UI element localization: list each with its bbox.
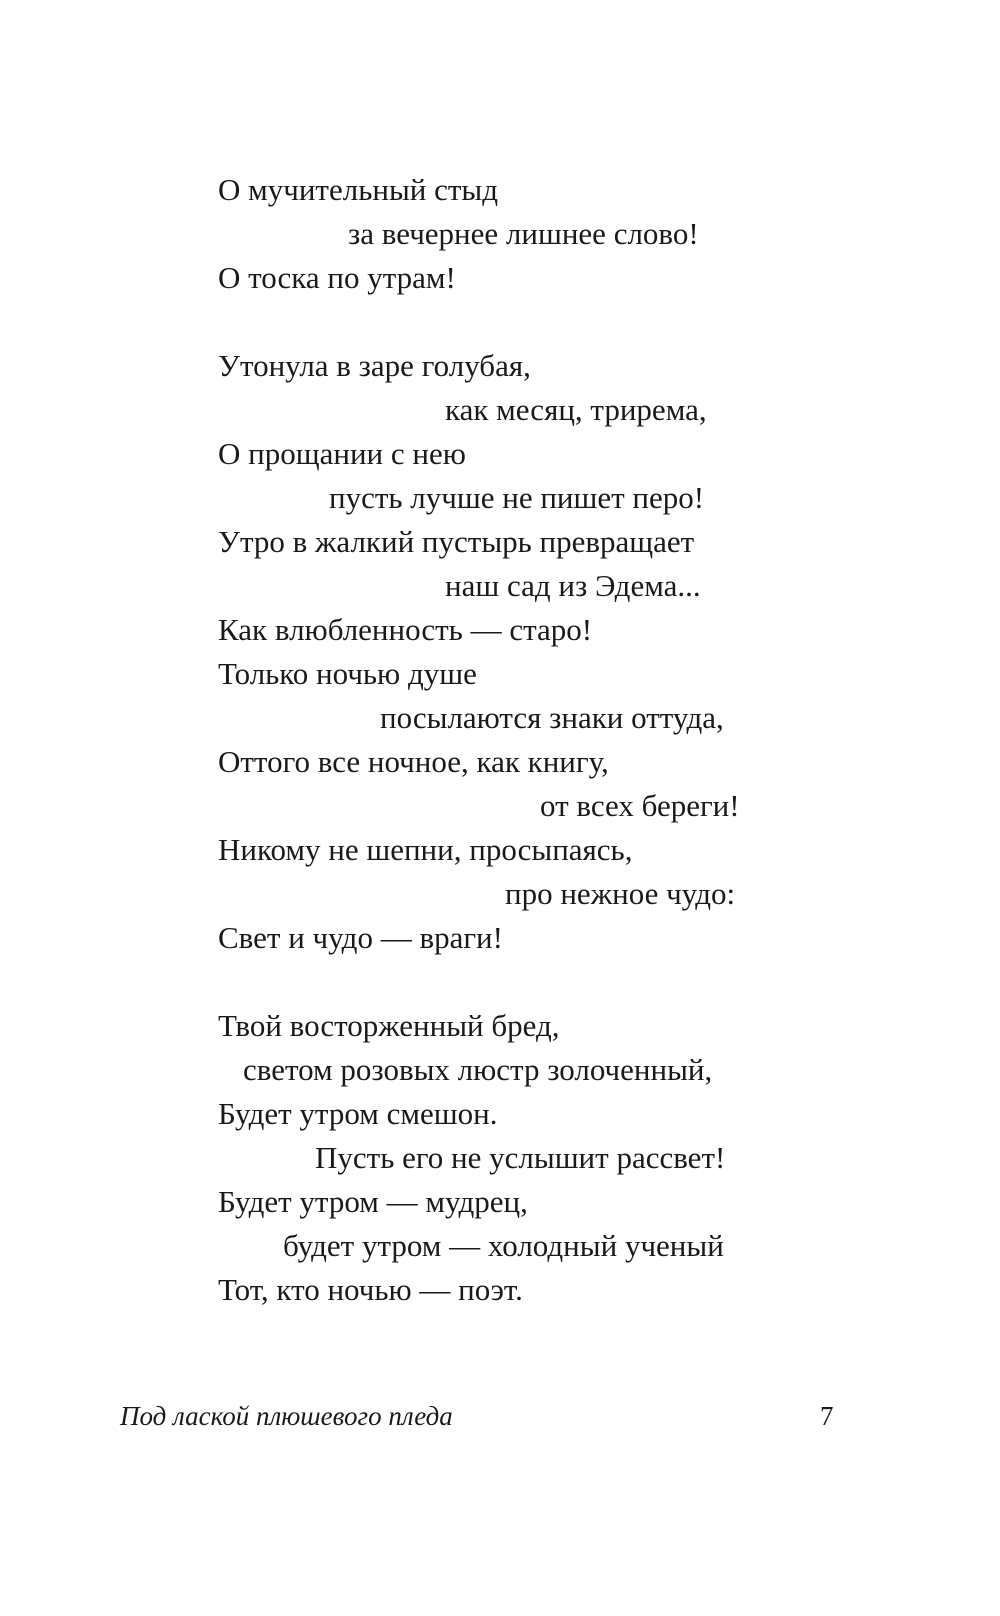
poem-line: Тот, кто ночью — поэт. xyxy=(218,1272,523,1307)
poem-line: Оттого все ночное, как книгу, xyxy=(218,744,609,779)
poem-line: наш сад из Эдема... xyxy=(445,568,701,603)
poem-line: Твой восторженный бред, xyxy=(218,1008,560,1043)
poem-line: О прощании с нею xyxy=(218,436,466,471)
poem-line: как месяц, трирема, xyxy=(445,392,707,427)
poem-line: от всех береги! xyxy=(540,788,740,823)
poem-line: Будет утром смешон. xyxy=(218,1096,498,1131)
poem-line: Свет и чудо — враги! xyxy=(218,920,503,955)
poem-line: Как влюбленность — старо! xyxy=(218,612,593,647)
poem-line: Только ночью душе xyxy=(218,656,477,691)
poem-line: за вечернее лишнее слово! xyxy=(348,216,699,251)
poem-line: О мучительный стыд xyxy=(218,172,499,207)
poem-line: светом розовых люстр золоченный, xyxy=(243,1052,713,1087)
poem-line: пусть лучше не пишет перо! xyxy=(329,480,705,515)
poem-line: О тоска по утрам! xyxy=(218,260,456,295)
poem-line: посылаются знаки оттуда, xyxy=(380,700,724,735)
poem-line: Никому не шепни, просыпаясь, xyxy=(218,832,633,867)
page-number: 7 xyxy=(820,1401,834,1431)
poem-line: Утро в жалкий пустырь превращает xyxy=(218,524,695,559)
poem-line: будет утром — холодный ученый xyxy=(283,1228,724,1263)
poem-line: Пусть его не услышит рассвет! xyxy=(315,1140,726,1175)
poem-line: Утонула в заре голубая, xyxy=(218,348,531,383)
running-footer-title: Под лаской плюшевого пледа xyxy=(120,1401,453,1431)
poem-line: Будет утром — мудрец, xyxy=(218,1184,528,1219)
poem-line: про нежное чудо: xyxy=(505,876,736,911)
